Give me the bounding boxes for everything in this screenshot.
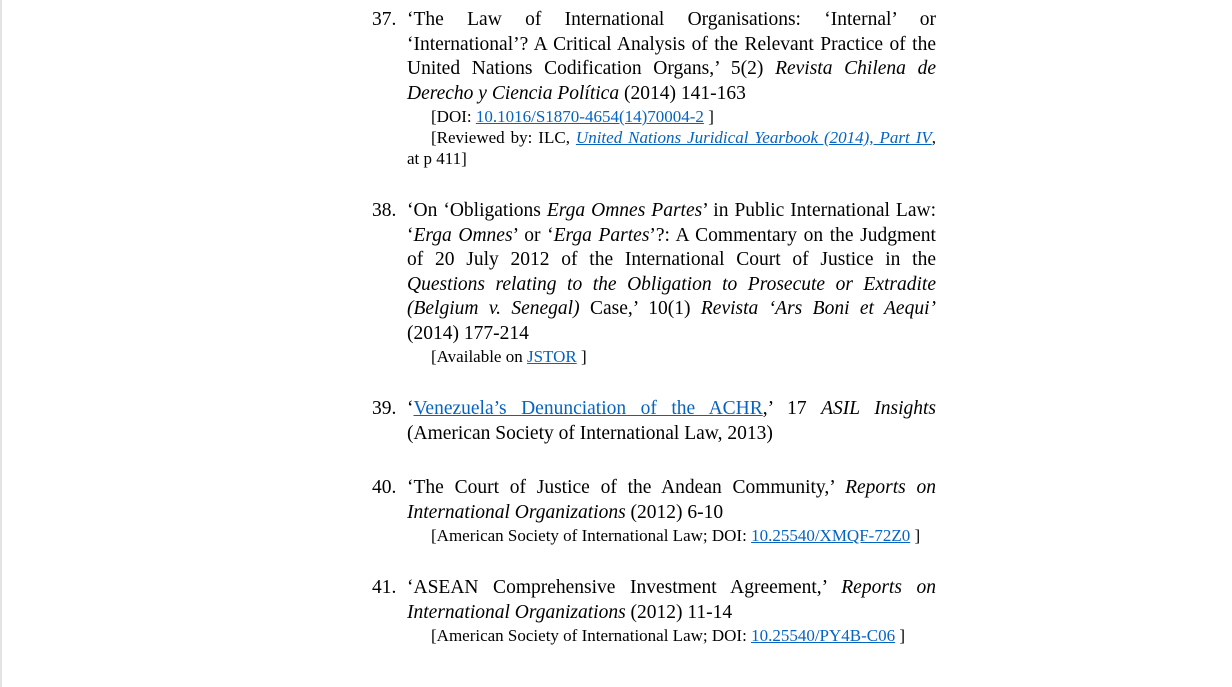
entry-content: [407, 576, 936, 646]
italic-text: Erga Omnes Partes: [546, 200, 703, 221]
citation-text: ]: [703, 107, 714, 126]
doi-link-37[interactable]: 10.1016/S1870-4654(14)70004-2: [475, 107, 704, 126]
review-link-37[interactable]: United Nations Juridical Yearbook (2014), Part IV: [575, 128, 932, 147]
entry-number: 38.: [372, 200, 397, 221]
entry-number: 39.: [372, 398, 397, 419]
entry-citation: [407, 199, 936, 346]
citation-text: (2012) 11-14: [625, 601, 733, 623]
citation-text: (American Society of International Law, 2013): [407, 422, 773, 444]
citation-text: (2014) 177-214: [407, 322, 529, 344]
entry-note: [407, 106, 936, 127]
citation-text: ‘On ‘Obligations: [407, 200, 547, 221]
citation-text: ‘The Court of Justice of the Andean Community,’: [407, 477, 846, 498]
entry-content: [407, 199, 936, 367]
doi-link-41[interactable]: 10.25540/PY4B-C06: [751, 626, 896, 645]
italic-text: Revista ‘Ars Boni et Aequi’: [700, 298, 936, 319]
entry-note: [407, 127, 936, 169]
italic-text: Erga Partes: [553, 224, 650, 246]
italic-text: Reports on International Organizations: [407, 577, 936, 623]
citation-text: ‘: [407, 398, 414, 419]
citation-text: (2014) 141-163: [619, 82, 746, 104]
citation-text: ’ or ‘: [512, 224, 554, 246]
jstor-link-38[interactable]: JSTOR: [526, 347, 577, 366]
reference-list: [372, 8, 936, 676]
entry-citation: [407, 476, 936, 525]
citation-text: , at p 411]: [407, 128, 936, 168]
citation-text: [Available on: [431, 347, 527, 366]
entry-citation: [407, 8, 936, 106]
reference-entry: [372, 476, 936, 546]
citation-text: (2012) 6-10: [625, 501, 724, 523]
citation-text: ‘The Law of International Organisations: ‘Internal’ or ‘International’? A Critical Analysis of the Relevant Practice of the United Nations Codification Organs,’ 5(2): [407, 9, 936, 79]
citation-text: ’?: A Commentary on the Judgment of 20 July 2012 of the International Court of Justice in the: [407, 224, 936, 270]
citation-text: [American Society of International Law; DOI:: [431, 526, 752, 545]
entry-content: [407, 397, 936, 446]
entry-note: [407, 625, 936, 646]
entry-citation: [407, 576, 936, 625]
entry-number: 41.: [372, 577, 397, 598]
italic-text: Questions relating to the Obligation to Prosecute or Extradite (Belgium v. Senegal): [407, 273, 936, 319]
reference-entry: [372, 576, 936, 646]
citation-text: [DOI:: [431, 107, 476, 126]
reference-entry: [372, 8, 936, 169]
italic-text: Reports on International Organizations: [407, 477, 936, 523]
citation-text: ]: [910, 526, 921, 545]
citation-text: [Reviewed by: ILC,: [431, 128, 576, 147]
citation-text: ]: [576, 347, 587, 366]
article-link-39[interactable]: Venezuela’s Denunciation of the ACHR: [413, 398, 763, 419]
citation-text: [American Society of International Law; DOI:: [431, 626, 752, 645]
reference-entry: [372, 397, 936, 446]
citation-text: ]: [895, 626, 906, 645]
italic-text: Revista Chilena de Derecho y Ciencia Política: [407, 58, 936, 104]
entry-citation: [407, 397, 936, 446]
doi-link-40[interactable]: 10.25540/XMQF-72Z0: [751, 526, 911, 545]
entry-number: 40.: [372, 477, 397, 498]
citation-text: ’ in Public International Law: ‘: [407, 200, 936, 246]
entry-note: [407, 346, 936, 367]
reference-entry: [372, 199, 936, 367]
italic-text: ASIL Insights: [821, 398, 937, 419]
italic-text: Erga Omnes: [413, 224, 513, 246]
citation-text: Case,’ 10(1): [579, 298, 701, 319]
page-edge: [0, 0, 2, 687]
entry-number: 37.: [372, 9, 397, 30]
entry-note: [407, 525, 936, 546]
citation-text: ,’ 17: [762, 398, 822, 419]
entry-content: [407, 476, 936, 546]
entry-content: [407, 8, 936, 169]
citation-text: ‘ASEAN Comprehensive Investment Agreement,’: [407, 577, 842, 598]
